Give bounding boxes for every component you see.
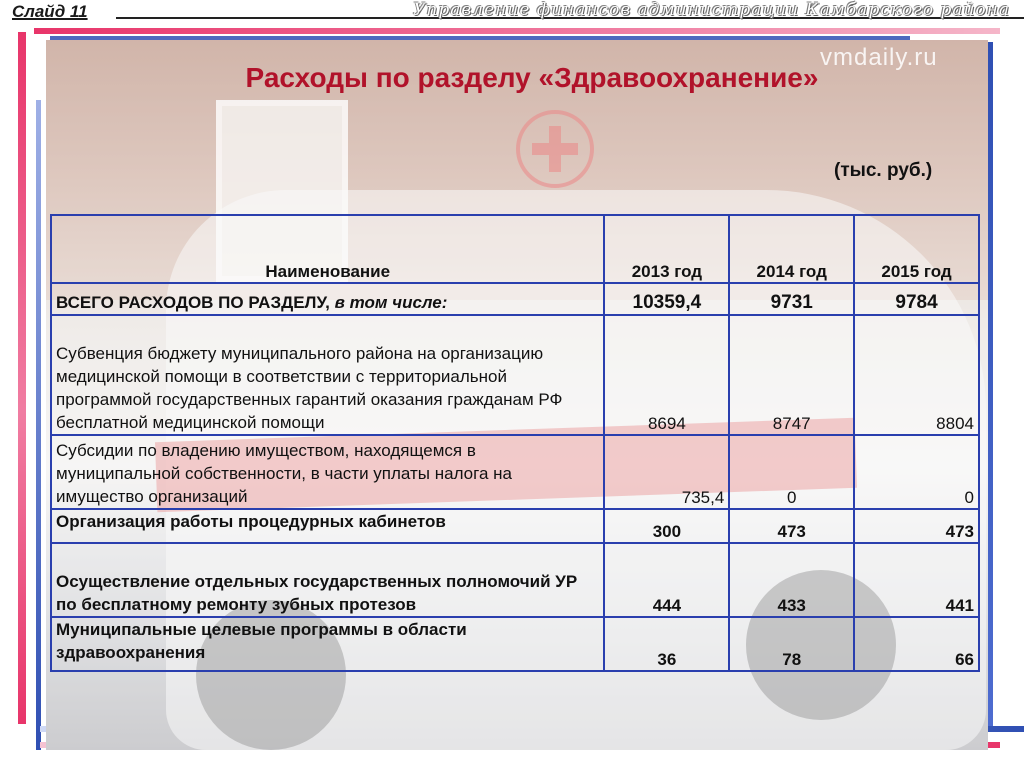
row-value-2014: 473 [729, 509, 854, 543]
total-2015: 9784 [854, 283, 979, 315]
units-label: (тыс. руб.) [834, 160, 933, 181]
row-value-2013: 444 [604, 543, 729, 617]
row-label: Субсидии по владению имуществом, находящемся в муниципальной собственности, в части уплаты налога на имущество организаций [51, 435, 604, 509]
total-2014: 9731 [729, 283, 854, 315]
column-header-2013: 2013 год [604, 215, 729, 283]
top-pink-bar [34, 28, 1000, 34]
table-row [51, 509, 979, 543]
column-header-2015: 2015 год [854, 215, 979, 283]
row-value-2013: 735,4 [604, 435, 729, 509]
total-row [51, 283, 979, 315]
table-header-row [51, 215, 979, 283]
row-label: Организация работы процедурных кабинетов [51, 509, 604, 543]
row-label: Осуществление отдельных государственных полномочий УР по бесплатному ремонту зубных протезов [51, 543, 604, 617]
left-pink-bar [18, 32, 26, 724]
row-label: Субвенция бюджету муниципального района на организацию медицинской помощи в соответствии с территориальной программой государственных гарантий оказания гражданам РФ бесплатной медицинской помощи [51, 315, 604, 435]
column-header-2014: 2014 год [729, 215, 854, 283]
column-header-name: Наименование [51, 215, 604, 283]
total-label-suffix: в том числе: [334, 293, 448, 312]
organization-title: Управление финансов администрации Камбарского района [413, 0, 1010, 20]
row-value-2014: 433 [729, 543, 854, 617]
left-blue-bar [36, 100, 41, 750]
row-value-2014: 8747 [729, 315, 854, 435]
row-value-2015: 473 [854, 509, 979, 543]
table-row [51, 435, 979, 509]
table-row [51, 617, 979, 671]
row-value-2013: 300 [604, 509, 729, 543]
row-label: Муниципальные целевые программы в области здравоохранения [51, 617, 604, 671]
total-2013: 10359,4 [604, 283, 729, 315]
row-value-2013: 36 [604, 617, 729, 671]
table-row [51, 315, 979, 435]
image-watermark: vmdaily.ru [820, 44, 938, 71]
row-value-2015: 441 [854, 543, 979, 617]
total-label: ВСЕГО РАСХОДОВ ПО РАЗДЕЛУ, [56, 293, 330, 312]
slide-title: Расходы по разделу «Здравоохранение» [245, 62, 819, 93]
row-value-2015: 0 [854, 435, 979, 509]
right-blue-bar [988, 42, 993, 732]
table-row [51, 543, 979, 617]
total-label-cell [51, 283, 604, 315]
expenses-table [50, 214, 980, 672]
row-value-2015: 66 [854, 617, 979, 671]
row-value-2015: 8804 [854, 315, 979, 435]
slide-number: Слайд 11 [12, 2, 88, 21]
row-value-2014: 0 [729, 435, 854, 509]
row-value-2013: 8694 [604, 315, 729, 435]
row-value-2014: 78 [729, 617, 854, 671]
